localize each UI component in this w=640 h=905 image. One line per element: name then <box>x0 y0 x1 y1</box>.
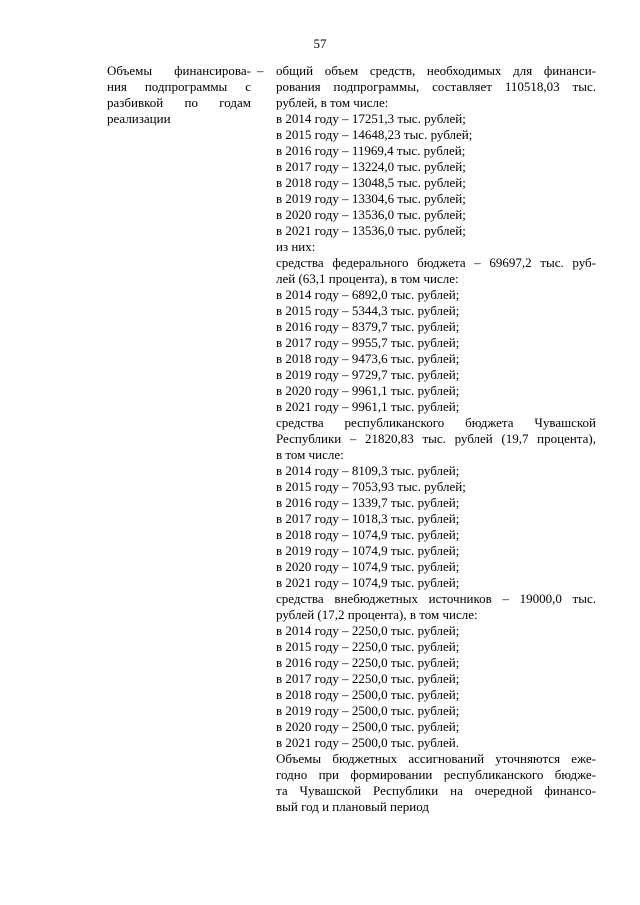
content-line: в 2016 году – 8379,7 тыс. рублей; <box>276 319 460 334</box>
content-line: в 2014 году – 8109,3 тыс. рублей; <box>276 463 460 478</box>
content-line: рования подпрограммы, составляет 110518,03 тыс. <box>276 79 596 94</box>
page-number: 57 <box>313 36 327 51</box>
section-label-line: реализации <box>107 111 171 126</box>
content-line: в 2018 году – 9473,6 тыс. рублей; <box>276 351 460 366</box>
content-line: в 2017 году – 1018,3 тыс. рублей; <box>276 511 460 526</box>
content-line: в 2021 году – 13536,0 тыс. рублей; <box>276 223 466 238</box>
content-line: лей (63,1 процента), в том числе: <box>276 271 459 286</box>
content-line: в 2019 году – 2500,0 тыс. рублей; <box>276 703 460 718</box>
content-line: из них: <box>276 239 316 254</box>
content-line: в 2019 году – 9729,7 тыс. рублей; <box>276 367 460 382</box>
content-line: в 2017 году – 13224,0 тыс. рублей; <box>276 159 466 174</box>
section-content <box>276 63 596 815</box>
content-line: в 2020 году – 2500,0 тыс. рублей; <box>276 719 460 734</box>
content-line: в 2018 году – 13048,5 тыс. рублей; <box>276 175 466 190</box>
content-line: в 2020 году – 9961,1 тыс. рублей; <box>276 383 460 398</box>
section-label-line: ния подпрограммы с <box>107 79 251 94</box>
content-line: в 2018 году – 1074,9 тыс. рублей; <box>276 527 460 542</box>
content-line: в 2020 году – 1074,9 тыс. рублей; <box>276 559 460 574</box>
content-line: в 2019 году – 1074,9 тыс. рублей; <box>276 543 460 558</box>
content-line: в 2019 году – 13304,6 тыс. рублей; <box>276 191 466 206</box>
content-line: в 2014 году – 2250,0 тыс. рублей; <box>276 623 460 638</box>
content-line: рублей (17,2 процента), в том числе: <box>276 607 478 622</box>
content-line: в 2021 году – 2500,0 тыс. рублей. <box>276 735 459 750</box>
content-line: в 2021 году – 9961,1 тыс. рублей; <box>276 399 460 414</box>
content-line: общий объем средств, необходимых для финанси- <box>276 63 596 78</box>
content-line: в том числе: <box>276 447 344 462</box>
content-line: в 2015 году – 2250,0 тыс. рублей; <box>276 639 460 654</box>
content-line: Республики – 21820,83 тыс. рублей (19,7 процента), <box>276 431 596 446</box>
content-line: средства федерального бюджета – 69697,2 тыс. руб- <box>276 255 596 270</box>
content-line: в 2016 году – 2250,0 тыс. рублей; <box>276 655 460 670</box>
content-line: в 2016 году – 11969,4 тыс. рублей; <box>276 143 466 158</box>
content-line: рублей, в том числе: <box>276 95 389 110</box>
content-line: в 2017 году – 9955,7 тыс. рублей; <box>276 335 460 350</box>
content-line: в 2015 году – 7053,93 тыс. рублей; <box>276 479 466 494</box>
content-line: в 2021 году – 1074,9 тыс. рублей; <box>276 575 460 590</box>
content-line: в 2018 году – 2500,0 тыс. рублей; <box>276 687 460 702</box>
content-line: в 2014 году – 17251,3 тыс. рублей; <box>276 111 466 126</box>
content-line: в 2016 году – 1339,7 тыс. рублей; <box>276 495 460 510</box>
content-line: в 2017 году – 2250,0 тыс. рублей; <box>276 671 460 686</box>
content-line: Объемы бюджетных ассигнований уточняются еже- <box>276 751 596 766</box>
content-line: в 2014 году – 6892,0 тыс. рублей; <box>276 287 460 302</box>
content-line: вый год и плановый период <box>276 799 429 814</box>
content-line: средства внебюджетных источников – 19000,0 тыс. <box>276 591 596 606</box>
section-label-line: разбивкой по годам <box>107 95 251 110</box>
content-line: годно при формировании республиканского бюдже- <box>276 767 596 782</box>
content-line: средства республиканского бюджета Чувашской <box>276 415 596 430</box>
content-line: та Чувашской Республики на очередной финансо- <box>276 783 596 798</box>
section-label <box>107 63 251 127</box>
content-line: в 2020 году – 13536,0 тыс. рублей; <box>276 207 466 222</box>
content-line: в 2015 году – 5344,3 тыс. рублей; <box>276 303 460 318</box>
content-line: в 2015 году – 14648,23 тыс. рублей; <box>276 127 473 142</box>
separator-dash: – <box>257 63 264 78</box>
section-label-line: Объемы финансирова- <box>107 63 251 78</box>
